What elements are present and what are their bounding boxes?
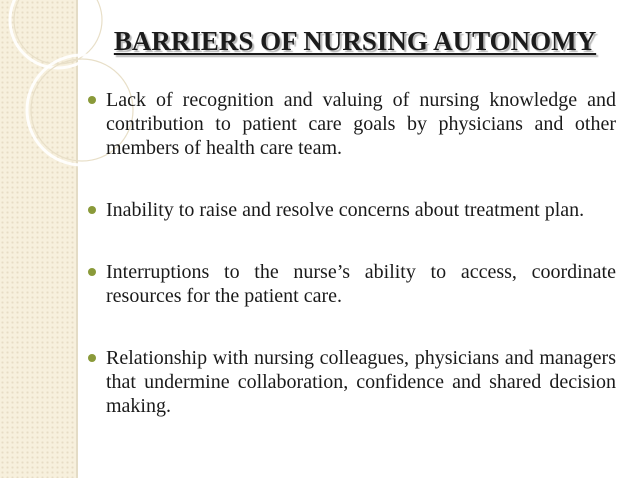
bullet-item [86,346,616,418]
bullet-text: Relationship with nursing colleagues, physicians and managers that undermine collaboration, confidence and shared decision making. [106,347,616,417]
bullet-item [86,198,616,222]
bullet-list [86,88,616,418]
bullet-item [86,260,616,308]
bullet-text: Lack of recognition and valuing of nursing knowledge and contribution to patient care goals by physicians and other members of health care team. [106,89,616,159]
filled-circle-bullet-icon [88,268,96,276]
filled-circle-bullet-icon [88,354,96,362]
bullet-text: Interruptions to the nurse’s ability to access, coordinate resources for the patient care. [106,261,616,307]
slide-title: BARRIERS OF NURSING AUTONOMY [113,26,597,56]
bullet-item [86,88,616,160]
filled-circle-bullet-icon [88,206,96,214]
bullet-text: Inability to raise and resolve concerns about treatment plan. [106,199,585,221]
filled-circle-bullet-icon [88,96,96,104]
